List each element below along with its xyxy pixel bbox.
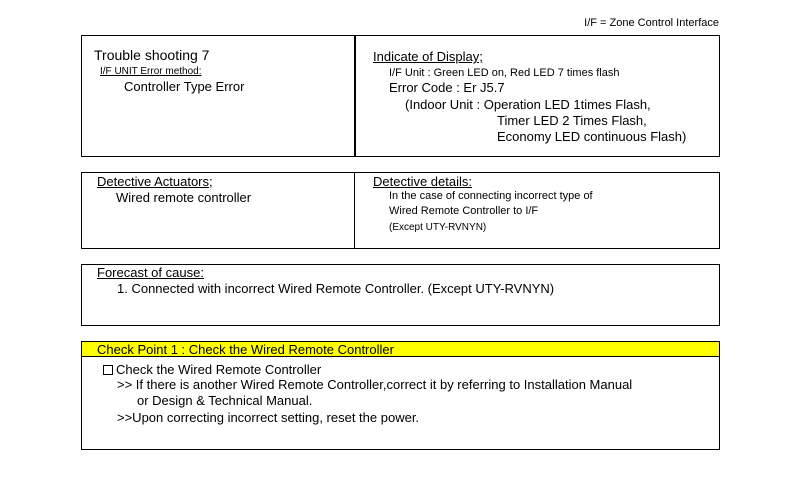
details-line-3: (Except UTY-RVNYN) <box>389 222 487 233</box>
display-heading: Indicate of Display; <box>373 49 483 64</box>
timer-led-line: Timer LED 2 Times Flash, <box>497 113 647 128</box>
error-code-line: Error Code : Er J5.7 <box>389 80 505 95</box>
actuators-heading: Detective Actuators; <box>97 174 213 189</box>
details-line-2: Wired Remote Controller to I/F <box>389 205 539 217</box>
troubleshooting-title: Trouble shooting 7 <box>94 47 210 63</box>
error-method-label: I/F UNIT Error method: <box>100 66 202 77</box>
economy-led-line: Economy LED continuous Flash) <box>497 129 687 144</box>
actuator-item: Wired remote controller <box>116 190 252 205</box>
check-point-header: Check Point 1 : Check the Wired Remote Controller <box>97 342 394 357</box>
box2-divider <box>354 172 355 249</box>
details-line-1: In the case of connecting incorrect type of <box>389 190 593 202</box>
checkbox-icon <box>103 365 113 375</box>
error-name: Controller Type Error <box>124 79 245 94</box>
forecast-heading: Forecast of cause: <box>97 265 204 280</box>
cause-item: 1. Connected with incorrect Wired Remote Controller. (Except UTY-RVNYN) <box>117 281 555 296</box>
led-status-line: I/F Unit : Green LED on, Red LED 7 times flash <box>389 67 620 79</box>
check-line-1: >> If there is another Wired Remote Controller,correct it by referring to Installation Manual <box>117 377 633 392</box>
box1-divider <box>354 35 356 157</box>
check-item-label: Check the Wired Remote Controller <box>116 362 322 377</box>
interface-note: I/F = Zone Control Interface <box>584 17 719 29</box>
check-line-3: >>Upon correcting incorrect setting, reset the power. <box>117 410 420 425</box>
details-heading: Detective details: <box>373 174 472 189</box>
indoor-unit-line: (Indoor Unit : Operation LED 1times Flash, <box>405 97 651 112</box>
check-line-2: or Design & Technical Manual. <box>137 393 313 408</box>
check-item <box>103 363 321 376</box>
